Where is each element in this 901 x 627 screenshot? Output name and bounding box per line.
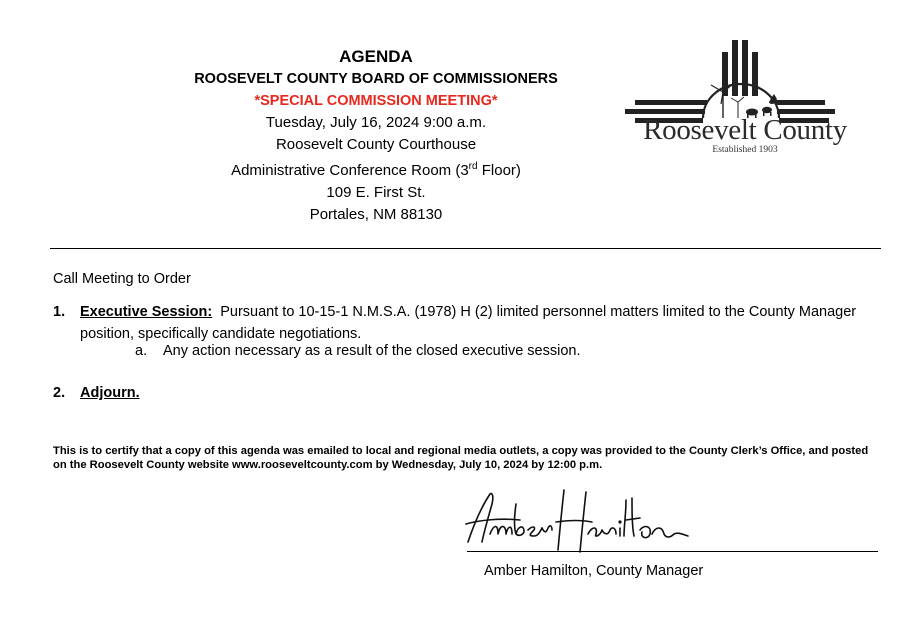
meeting-street: 109 E. First St. [326,184,426,201]
meeting-datetime: Tuesday, July 16, 2024 9:00 a.m. [265,114,487,131]
meeting-room-prefix: Administrative Conference Room (3 [231,162,469,179]
subitem-text: Any action necessary as a result of the closed executive session. [163,343,581,359]
certification-statement: This is to certify that a copy of this agenda was emailed to local and regional media outlets, a copy was provided to the County Clerk’s Office, and posted on the Roosevelt County website www.rooseveltcounty.com by Wednesday, July 10, 2024 by 12:00 p.m. [53,445,869,471]
board-name: ROOSEVELT COUNTY BOARD OF COMMISSIONERS [194,71,558,87]
agenda-title: AGENDA [339,47,413,66]
agenda-item-number: 1. [53,304,66,320]
special-meeting-label: *SPECIAL COMMISSION MEETING* [254,93,498,109]
signature-line [467,551,878,552]
header-divider [50,248,881,249]
agenda-header [176,46,576,226]
meeting-city: Portales, NM 88130 [309,206,443,223]
subitem-letter: a. [135,343,148,359]
agenda-item-content [80,382,870,404]
logo-county-name: Roosevelt County [643,114,847,146]
signature-icon [460,484,700,559]
logo-established: Established 1903 [712,145,778,155]
agenda-item-2 [53,382,873,404]
meeting-room-suffix: Floor) [477,162,521,179]
agenda-item-title: Executive Session: [80,304,213,320]
signer-name: Amber Hamilton, County Manager [484,563,704,579]
agenda-subitem-1a [135,343,581,359]
agenda-item-1 [53,301,873,345]
agenda-item-content [80,301,870,345]
call-to-order: Call Meeting to Order [53,271,191,287]
agenda-item-title: Adjourn. [80,385,140,401]
handwritten-signature [460,484,700,559]
county-logo [615,30,870,165]
agenda-item-text: Pursuant to 10-15-1 N.M.S.A. (1978) H (2) limited personnel matters limited to the County Manager position, specifically candidate negotiations. [80,304,861,342]
meeting-building: Roosevelt County Courthouse [275,136,477,153]
meeting-room [176,156,576,182]
agenda-item-number: 2. [53,385,66,401]
meeting-room-sup: rd [468,161,478,172]
